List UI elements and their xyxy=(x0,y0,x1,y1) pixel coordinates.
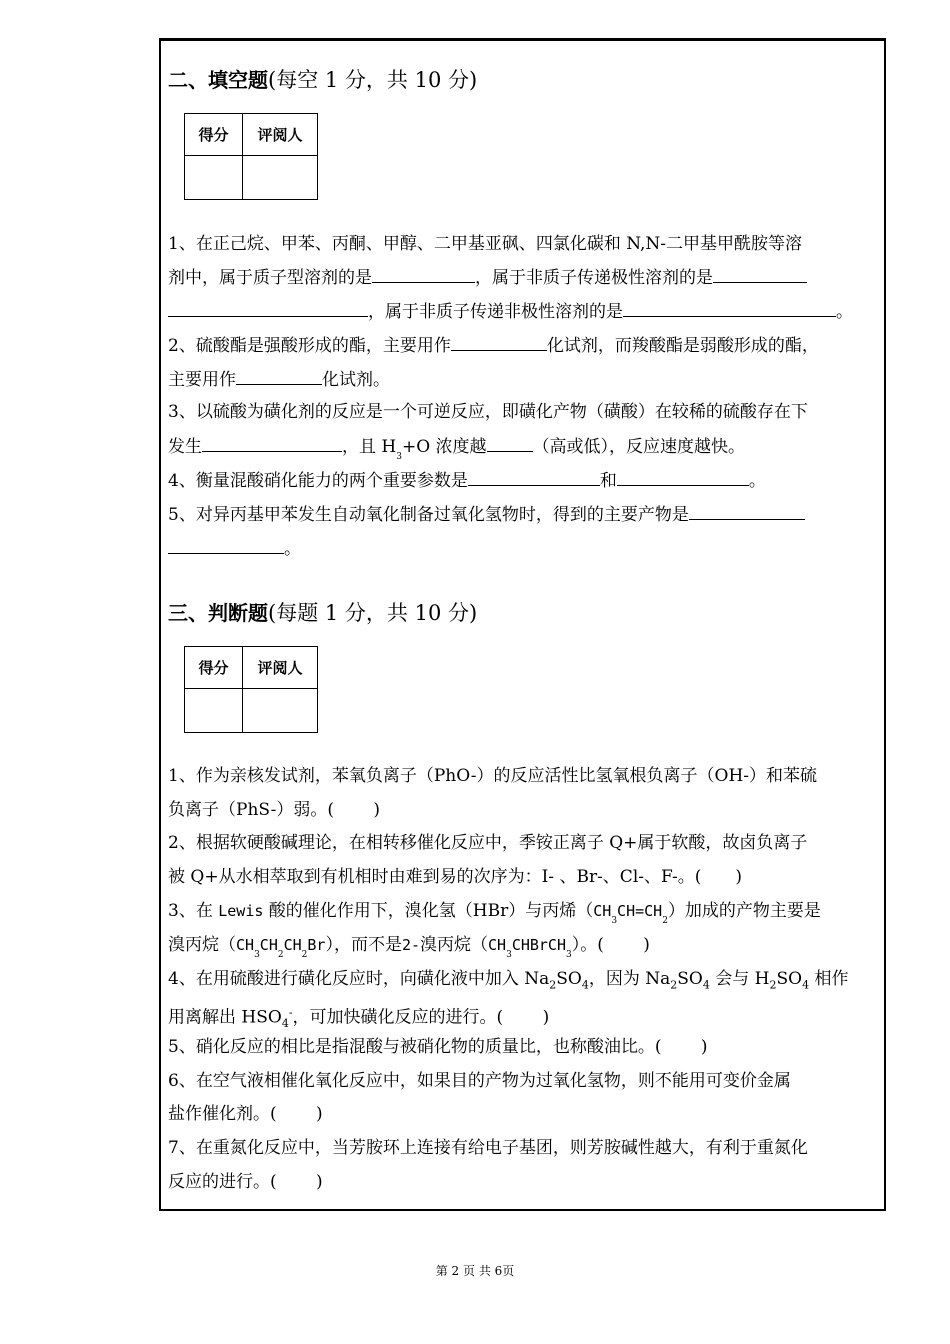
q1-text-a: 剂中，属于质子型溶剂的是 xyxy=(168,268,372,288)
answer-blank[interactable] xyxy=(168,537,284,554)
j3-formula: 2- xyxy=(401,936,421,954)
q5-text-b: 。 xyxy=(284,539,301,559)
q1-line2 xyxy=(168,266,807,289)
section2-title-bold: 二、填空题 xyxy=(168,68,268,92)
j4-text: 4、在用硫酸进行磺化反应时，向磺化液中加入 Na xyxy=(168,969,550,989)
j7-line2: 反应的进行。( ) xyxy=(168,1172,323,1192)
j3-sub: 2 xyxy=(301,950,308,960)
j4-text: ，可加快磺化反应的进行。( ) xyxy=(292,1007,550,1028)
answer-blank[interactable] xyxy=(487,435,533,452)
page-number: 第 2 页 共 6页 xyxy=(435,1264,515,1278)
q5-text-a: 5、对异丙基甲苯发生自动氧化制备过氧化氢物时，得到的主要产物是 xyxy=(168,505,689,525)
j1-line1: 1、作为亲核发试剂，苯氧负离子（PhO-）的反应活性比氢氧根负离子（OH-）和苯硫 xyxy=(168,766,818,786)
q3-text-d: （高或低），反应速度越快。 xyxy=(532,437,746,457)
j2-line1: 2、根据软硬酸碱理论，在相转移催化反应中，季铵正离子 Q+属于软酸，故卤负离子 xyxy=(168,833,808,853)
answer-blank[interactable] xyxy=(202,435,342,452)
j4-sub: 2 xyxy=(549,978,557,992)
score-header: 得分 xyxy=(185,647,243,689)
j4-text: ，因为 Na xyxy=(588,969,671,989)
q3-text-b: ，且 H xyxy=(342,437,397,457)
j3-lewis: Lewis xyxy=(218,902,264,920)
answer-blank[interactable] xyxy=(713,266,807,283)
reviewer-cell[interactable] xyxy=(243,689,318,733)
j3-text-c: ）加成的产物主要是 xyxy=(667,901,821,921)
reviewer-header: 评阅人 xyxy=(243,114,318,156)
j4-sub: 4 xyxy=(281,1017,289,1031)
score-cell[interactable] xyxy=(185,689,243,733)
j6-line2: 盐作催化剂。( ) xyxy=(168,1104,323,1124)
j6-line1: 6、在空气液相催化氧化反应中，如果目的产物为过氧化氢物，则不能用可变价金属 xyxy=(168,1071,791,1091)
j4-sub: 2 xyxy=(769,978,777,992)
q1-line3 xyxy=(168,300,853,323)
section2-title xyxy=(168,64,477,94)
answer-blank[interactable] xyxy=(168,300,368,317)
j3-text-f: 溴丙烷（ xyxy=(420,935,489,955)
j1-line2: 负离子（PhS-）弱。( ) xyxy=(168,800,381,820)
j3-formula: CH xyxy=(593,902,612,920)
answer-blank[interactable] xyxy=(372,266,475,283)
q3-text-c: +O 浓度越 xyxy=(401,437,487,457)
section3-title xyxy=(168,597,477,627)
j3-sub: 3 xyxy=(566,950,572,960)
q2-text-c: 主要用作 xyxy=(168,370,236,390)
j3-text-b: 酸的催化作用下，溴化氢（HBr）与丙烯（ xyxy=(268,901,594,921)
q1-text-d: 。 xyxy=(836,302,853,322)
j3-formula: CH xyxy=(259,936,278,954)
reviewer-header: 评阅人 xyxy=(243,647,318,689)
j4-text: 会与 H xyxy=(709,969,770,989)
q3-text-a: 发生 xyxy=(168,437,202,457)
q2-line2 xyxy=(168,368,390,391)
j3-text-e: ），而不是 xyxy=(325,935,402,955)
j4-text: 用离解出 HSO xyxy=(168,1007,282,1028)
j4-text: SO xyxy=(677,969,703,989)
j3-line2 xyxy=(168,934,650,966)
reviewer-cell[interactable] xyxy=(243,156,318,200)
q2-text-d: 化试剂。 xyxy=(322,370,390,390)
q3-subscript: 3 xyxy=(396,452,402,462)
j3-formula: CH=CH xyxy=(617,902,663,920)
section3-title-bold: 三、判断题 xyxy=(168,601,268,625)
j3-line1 xyxy=(168,900,821,932)
q1-text-b: ，属于非质子传递极性溶剂的是 xyxy=(475,268,713,288)
score-header: 得分 xyxy=(185,114,243,156)
answer-blank[interactable] xyxy=(689,503,805,520)
j4-sub: 4 xyxy=(581,978,589,992)
q5-line1 xyxy=(168,503,805,526)
section2-score-table xyxy=(184,113,318,200)
j4-line1 xyxy=(168,968,848,996)
j4-sub: 2 xyxy=(670,978,678,992)
j3-sub: 2 xyxy=(662,916,668,926)
answer-blank[interactable] xyxy=(623,300,836,317)
j3-formula: CH xyxy=(283,936,302,954)
j3-sub: 3 xyxy=(254,950,260,960)
j4-sup: - xyxy=(288,1006,293,1019)
j3-text-g: ）。( ) xyxy=(571,935,650,955)
j3-formula: CHBrCH xyxy=(511,936,566,954)
section3-score-table xyxy=(184,646,318,733)
q4-text-c: 。 xyxy=(748,471,766,491)
j3-sub: 3 xyxy=(506,950,512,960)
j4-sub: 4 xyxy=(802,978,810,992)
section3-title-rest: (每题 1 分，共 10 分) xyxy=(268,601,478,625)
j4-text: SO xyxy=(556,969,582,989)
section2-title-rest: (每空 1 分，共 10 分) xyxy=(268,68,478,92)
answer-blank[interactable] xyxy=(468,469,600,486)
q3-line1: 3、以硫酸为磺化剂的反应是一个可逆反应，即磺化产物（磺酸）在较稀的硫酸存在下 xyxy=(168,402,808,422)
q4-text-a: 4、衡量混酸硝化能力的两个重要参数是 xyxy=(168,471,468,491)
j3-sub: 3 xyxy=(611,916,618,926)
q4-line xyxy=(168,469,766,492)
j5-line: 5、硝化反应的相比是指混酸与被硝化物的质量比，也称酸油比。( ) xyxy=(168,1037,708,1057)
answer-blank[interactable] xyxy=(617,469,749,486)
j3-text-a: 3、在 xyxy=(168,901,213,921)
score-cell[interactable] xyxy=(185,156,243,200)
answer-blank[interactable] xyxy=(451,334,547,351)
j3-text-d: 溴丙烷（ xyxy=(168,935,236,955)
j3-formula: CH xyxy=(488,936,507,954)
q2-text-b: 化试剂，而羧酸酯是弱酸形成的酯， xyxy=(546,336,819,356)
j7-line1: 7、在重氮化反应中，当芳胺环上连接有给电子基团，则芳胺碱性越大，有利于重氮化 xyxy=(168,1138,808,1158)
j2-line2: 被 Q+从水相萃取到有机相时由难到易的次序为：I- 、Br-、Cl-、F-。( ) xyxy=(168,867,743,887)
q2-text-a: 2、硫酸酯是强酸形成的酯，主要用作 xyxy=(168,336,451,356)
j4-text: SO xyxy=(776,969,803,989)
answer-blank[interactable] xyxy=(236,368,322,385)
q1-line1: 1、在正己烷、甲苯、丙酮、甲醇、二甲基亚砜、四氯化碳和 N,N-二甲基甲酰胺等溶 xyxy=(168,234,803,254)
j4-sub: 4 xyxy=(702,978,710,992)
j3-formula: CH xyxy=(236,936,255,954)
j3-sub: 2 xyxy=(277,950,284,960)
q3-line2 xyxy=(168,435,745,468)
q2-line1 xyxy=(168,334,819,357)
j4-line2 xyxy=(168,1002,549,1035)
q4-text-b: 和 xyxy=(599,471,617,491)
j3-formula: Br xyxy=(307,936,326,954)
q1-text-c: ，属于非质子传递非极性溶剂的是 xyxy=(368,302,623,322)
q5-line2 xyxy=(168,537,301,560)
j4-text: 相作 xyxy=(809,969,849,989)
